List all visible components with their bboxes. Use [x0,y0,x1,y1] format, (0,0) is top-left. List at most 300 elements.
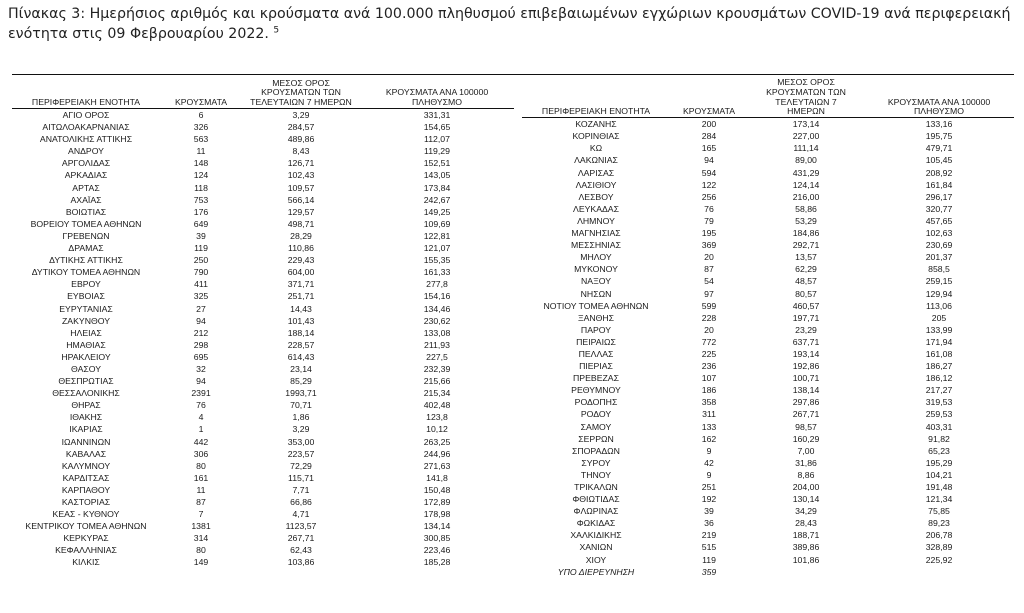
cases-cell: 599 [701,300,717,311]
table-row [12,266,514,278]
region-cell: ΑΝΔΡΟΥ [68,146,104,157]
per100k-cell: 206,78 [925,530,953,541]
per100k-cell: 195,29 [925,457,953,468]
table-row [12,254,514,266]
per100k-cell: 244,96 [423,448,451,459]
region-cell: ΣΑΜΟΥ [580,421,612,432]
per100k-cell: 858,5 [928,264,950,275]
table-row [12,556,514,568]
cases-cell: 54 [704,276,714,287]
cases-cell: 228 [701,312,717,323]
region-cell: ΡΕΘΥΜΝΟΥ [571,385,621,396]
cases-cell: 326 [193,122,209,133]
avg7-cell: 100,71 [792,373,820,384]
avg7-cell: 80,57 [795,288,817,299]
per100k-cell: 201,37 [925,252,953,263]
region-cell: ΚΕΝΤΡΙΚΟΥ ΤΟΜΕΑ ΑΘΗΝΩΝ [25,521,147,532]
table-row [12,508,514,520]
table-row [522,493,1014,505]
per100k-cell: 154,65 [423,122,451,133]
region-cell: ΜΗΛΟΥ [580,252,612,263]
per100k-cell: 161,33 [423,267,451,278]
per100k-cell: 320,77 [925,203,953,214]
cases-cell: 119 [194,243,208,254]
table-row [522,433,1014,445]
table-row [522,505,1014,517]
avg7-cell: 229,43 [287,255,315,266]
region-cell: ΚΑΣΤΟΡΙΑΣ [61,497,111,507]
region-cell: ΝΑΞΟΥ [581,276,611,287]
avg7-cell: 4,71 [292,509,310,520]
table-row [12,520,514,532]
avg7-cell: 34,29 [795,506,817,517]
avg7-cell: 184,86 [792,228,820,239]
per100k-cell: 403,31 [925,421,953,432]
region-cell: ΛΑΣΙΘΙΟΥ [575,179,617,190]
cases-cell: 314 [193,533,209,544]
cases-cell: 39 [196,230,206,241]
per100k-cell: 91,82 [928,433,950,444]
region-cell: ΚΟΖΑΝΗΣ [575,119,617,130]
avg7-cell: 3,29 [292,110,310,120]
avg7-cell: 126,71 [287,158,315,169]
region-cell: ΙΚΑΡΙΑΣ [69,424,103,435]
region-cell: ΛΕΥΚΑΔΑΣ [573,203,619,214]
per100k-cell: 141,8 [426,472,448,483]
avg7-cell: 101,43 [287,315,315,326]
table-row [522,239,1014,251]
region-cell: ΛΑΡΙΣΑΣ [577,167,615,178]
table-row [12,218,514,230]
header-row [522,78,1014,118]
avg7-cell: 23,14 [290,363,312,374]
per100k-cell: 105,45 [925,155,953,166]
per100k-cell: 152,51 [423,158,451,169]
cases-cell: 225 [701,348,717,359]
avg7-cell: 72,29 [290,460,312,471]
cases-cell: 97 [704,288,714,299]
cases-cell: 87 [196,497,206,507]
region-cell: ΤΡΙΚΑΛΩΝ [574,482,618,492]
avg7-cell: 70,71 [290,400,312,411]
avg7-cell: 389,86 [792,542,820,553]
avg7-cell: 498,71 [287,218,315,229]
cases-cell: 80 [196,460,206,471]
region-cell: ΣΥΡΟΥ [581,457,611,468]
region-cell: ΠΑΡΟΥ [580,324,612,335]
per100k-cell: 134,46 [423,303,451,314]
per100k-cell: 133,16 [925,119,953,130]
avg7-cell: 297,86 [792,397,820,408]
header-region: ΠΕΡΙΦΕΡΕΙΑΚΗ ΕΝΟΤΗΤΑ [522,78,670,118]
table-row [12,387,514,399]
per100k-cell: 230,69 [925,240,953,251]
per100k-cell: 143,05 [423,170,451,181]
avg7-cell: 58,86 [795,203,817,214]
table-row [522,372,1014,384]
region-cell: ΒΟΙΩΤΙΑΣ [65,206,107,217]
per100k-cell: 242,67 [423,194,451,205]
region-cell: ΦΘΙΩΤΙΔΑΣ [572,494,620,505]
table-row [522,408,1014,420]
table-row [12,121,514,133]
region-cell: ΛΕΣΒΟΥ [578,191,614,202]
per100k-cell: 134,14 [423,521,451,532]
region-cell: ΦΛΩΡΙΝΑΣ [573,506,619,517]
table-row [12,375,514,387]
per100k-cell: 232,39 [423,363,451,374]
per100k-cell: 122,81 [423,230,451,241]
avg7-cell: 460,57 [792,300,820,311]
table-row [12,206,514,218]
cases-cell: 42 [704,457,714,468]
cases-cell: 2391 [191,388,211,399]
region-cell: ΗΛΕΙΑΣ [70,327,102,338]
cases-cell: 39 [704,506,714,517]
table-row [522,336,1014,348]
per100k-cell: 217,27 [925,385,953,396]
cases-cell: 186 [701,385,717,396]
right-table-body [522,118,1014,578]
table-row [522,275,1014,287]
table-row [522,118,1014,131]
per100k-cell: 215,66 [423,376,451,387]
table-row [12,423,514,435]
table-row [522,324,1014,336]
avg7-cell: 216,00 [792,191,820,202]
table-row [522,203,1014,215]
region-cell: ΜΕΣΣΗΝΙΑΣ [571,240,621,251]
avg7-cell: 431,29 [792,167,820,178]
cases-cell: 1 [198,424,204,435]
region-cell: ΑΓΙΟ ΟΡΟΣ [62,110,110,120]
avg7-cell: 110,86 [288,243,314,254]
table-row [12,399,514,411]
per100k-cell: 195,75 [925,131,953,142]
avg7-cell: 353,00 [287,436,315,447]
header-cases: ΚΡΟΥΣΜΑΤΑ [160,78,242,109]
cases-cell: 563 [193,134,209,145]
table-caption [8,4,1016,44]
avg7-cell: 267,71 [792,409,820,420]
left-table-body [12,109,514,569]
avg7-cell: 284,57 [287,122,315,133]
cases-cell: 256 [701,191,717,202]
cases-cell: 118 [194,182,208,193]
table-row [12,169,514,181]
per100k-cell: 10,12 [426,424,448,435]
cases-cell: 195 [701,228,717,239]
cases-cell: 32 [196,363,206,374]
region-cell: ΓΡΕΒΕΝΩΝ [62,230,110,241]
cases-cell: 442 [193,436,209,447]
cases-cell: 76 [704,203,714,214]
cases-cell: 236 [701,361,717,372]
cases-cell: 20 [704,324,714,335]
cases-cell: 133 [701,421,717,432]
table-row [522,215,1014,227]
avg7-cell: 31,86 [795,457,817,468]
region-cell: ΣΕΡΡΩΝ [578,433,614,444]
per100k-cell: 215,34 [423,388,451,399]
avg7-cell: 138,14 [792,385,820,396]
table-row [522,396,1014,408]
per100k-cell: 133,08 [423,327,451,338]
avg7-cell: 173,14 [792,119,820,130]
per100k-cell: 75,85 [928,506,950,517]
table-row [522,312,1014,324]
per100k-cell: 173,84 [423,182,451,193]
per100k-cell: 328,89 [925,542,953,553]
cases-cell: 11 [196,484,206,495]
cases-cell: 94 [196,376,206,387]
avg7-cell [748,566,864,578]
per100k-cell: 225,92 [925,554,953,565]
cases-cell: 251 [701,482,717,492]
cases-cell: 94 [704,155,714,166]
per100k-cell: 171,94 [925,336,953,347]
region-cell: ΕΒΡΟΥ [71,279,101,290]
cases-cell: 80 [196,545,206,556]
per100k-cell: 109,69 [423,218,451,229]
header-cases: ΚΡΟΥΣΜΑΤΑ [670,78,748,118]
table-row [12,460,514,472]
avg7-cell: 1,86 [292,412,310,423]
avg7-cell: 1123,57 [285,521,317,532]
per100k-cell: 178,98 [423,509,451,520]
table-row [522,263,1014,275]
cases-cell: 4 [198,412,204,423]
cases-cell: 1381 [191,521,211,532]
cases-cell: 284 [701,131,717,142]
region-cell: ΑΧΑΪΑΣ [70,194,102,205]
avg7-cell: 160,29 [792,433,820,444]
cases-cell: 122 [701,179,717,190]
avg7-cell: 28,43 [795,518,817,529]
cases-cell: 76 [196,400,206,411]
per100k-cell: 271,63 [423,460,451,471]
region-cell: ΡΟΔΟΥ [580,409,612,420]
table-row [522,154,1014,166]
avg7-cell: 227,00 [792,131,820,142]
cases-cell: 148 [193,158,209,169]
table-row [12,351,514,363]
cases-cell: 11 [196,146,206,157]
avg7-cell: 371,71 [287,279,315,290]
region-cell: ΚΑΒΑΛΑΣ [65,448,107,459]
table-row [12,157,514,169]
per100k-cell: 296,17 [925,191,953,202]
per100k-cell: 223,46 [423,545,451,556]
table-row [522,384,1014,396]
avg7-cell: 129,57 [287,206,315,217]
table-row [12,182,514,194]
region-cell: ΦΩΚΙΔΑΣ [576,518,616,529]
table-row [12,496,514,508]
region-cell: ΧΑΝΙΩΝ [579,542,613,553]
region-cell: ΜΑΓΝΗΣΙΑΣ [571,228,621,239]
region-cell: ΚΩ [589,143,603,154]
avg7-cell: 223,57 [287,448,315,459]
region-cell: ΚΙΛΚΙΣ [72,557,100,568]
table-row [12,242,514,254]
cases-cell: 79 [704,215,714,226]
region-cell: ΘΕΣΠΡΩΤΙΑΣ [58,376,114,387]
avg7-cell: 292,71 [792,240,820,251]
table-row [522,541,1014,553]
cases-cell: 107 [701,373,717,384]
cases-cell: 94 [196,315,206,326]
region-cell: ΘΕΣΣΑΛΟΝΙΚΗΣ [52,388,120,399]
per100k-cell: 227,5 [426,351,448,362]
per100k-cell: 300,85 [423,533,451,544]
region-cell: ΑΝΑΤΟΛΙΚΗΣ ΑΤΤΙΚΗΣ [39,134,133,145]
per100k-cell: 150,48 [423,484,451,495]
caption-text: Πίνακας 3: Ημερήσιος αριθμός και κρούσματα ανά 100.000 πληθυσμού επιβεβαιωμένων εγχώριων κρουσμάτων COVID-19 ανά περιφερειακή ενότητα στις 09 Φεβρουαρίου 2022. [8,6,1011,42]
per100k-cell: 259,53 [925,409,953,420]
region-cell: ΖΑΚΥΝΘΟΥ [62,315,110,326]
region-cell: ΧΙΟΥ [585,554,607,565]
table-row [522,421,1014,433]
table-row [522,167,1014,179]
avg7-cell: 101,86 [792,554,820,565]
per100k-cell: 102,63 [925,228,953,239]
table-row [12,315,514,327]
avg7-cell: 28,29 [290,230,312,241]
table-row [12,339,514,351]
region-cell: ΙΘΑΚΗΣ [69,412,103,423]
per100k-cell: 277,8 [426,279,448,290]
avg7-cell: 489,86 [287,134,315,145]
table-row [12,448,514,460]
table-row [522,227,1014,239]
avg7-cell: 103,86 [287,557,315,568]
table-row [12,363,514,375]
per100k-cell: 331,31 [423,110,451,120]
cases-cell: 27 [196,303,206,314]
per100k-cell: 319,53 [925,397,953,408]
per100k-cell: 186,27 [925,361,953,372]
left-table [12,78,514,569]
region-cell: ΔΡΑΜΑΣ [68,243,104,254]
header-row [12,78,514,109]
cases-cell: 9 [706,445,712,456]
per100k-cell: 155,35 [423,255,451,266]
per100k-cell: 263,25 [423,436,451,447]
cases-cell: 87 [704,264,714,275]
cases-cell: 325 [193,291,209,302]
table-row [522,191,1014,203]
region-cell: ΝΗΣΩΝ [580,288,612,299]
cases-cell: 311 [702,409,716,420]
avg7-cell: 48,57 [795,276,817,287]
avg7-cell: 102,43 [287,170,315,181]
table-row [12,484,514,496]
avg7-cell: 109,57 [287,182,315,193]
cases-cell: 165 [701,143,717,154]
table-row [12,194,514,206]
avg7-cell: 192,86 [792,361,820,372]
table-row [522,481,1014,493]
per100k-cell [864,566,1014,578]
table-row [12,133,514,145]
cases-cell: 411 [194,279,208,290]
per100k-cell: 205 [931,312,947,323]
region-cell: ΧΑΛΚΙΔΙΚΗΣ [570,530,622,541]
per100k-cell: 172,89 [423,497,451,507]
cases-cell: 20 [704,252,714,263]
avg7-cell: 604,00 [287,267,315,278]
region-cell: ΚΑΛΥΜΝΟΥ [61,460,111,471]
per100k-cell: 119,29 [424,146,450,157]
per100k-cell: 121,07 [423,243,451,254]
per100k-cell: 230,62 [423,315,451,326]
table-row [522,457,1014,469]
cases-cell: 250 [193,255,209,266]
table-row [12,303,514,315]
region-cell: ΗΜΑΘΙΑΣ [66,339,106,350]
region-cell: ΑΡΚΑΔΙΑΣ [64,170,108,181]
avg7-cell: 62,29 [795,264,817,275]
table-row [522,517,1014,529]
per100k-cell: 149,25 [423,206,451,217]
table-row [522,529,1014,541]
cases-cell: 124 [193,170,209,181]
per100k-cell: 121,34 [925,494,953,505]
region-cell: ΚΕΡΚΥΡΑΣ [63,533,109,544]
table-row [12,436,514,448]
header-region: ΠΕΡΙΦΕΡΕΙΑΚΗ ΕΝΟΤΗΤΑ [12,78,160,109]
avg7-cell: 53,29 [795,215,817,226]
cases-cell: 369 [701,240,717,251]
header-avg7: ΜΕΣΟΣ ΟΡΟΣ ΚΡΟΥΣΜΑΤΩΝ ΤΩΝ ΤΕΛΕΥΤΑΙΩΝ 7 ΗΜΕΡΩΝ [242,78,360,109]
header-avg7: ΜΕΣΟΣ ΟΡΟΣ ΚΡΟΥΣΜΑΤΩΝ ΤΩΝ ΤΕΛΕΥΤΑΙΩΝ 7 ΗΜΕΡΩΝ [748,78,864,118]
table-row [522,130,1014,142]
avg7-cell: 3,29 [292,424,310,435]
avg7-cell: 7,00 [797,445,815,456]
cases-cell: 200 [701,119,717,130]
region-cell: ΘΑΣΟΥ [70,363,102,374]
cases-cell: 298 [193,339,209,350]
avg7-cell: 115,71 [288,472,314,483]
region-cell: ΚΑΡΔΙΤΣΑΣ [62,472,110,483]
header-per100k: ΚΡΟΥΣΜΑΤΑ ΑΝΑ 100000 ΠΛΗΘΥΣΜΟ [864,78,1014,118]
region-cell: ΠΕΛΛΑΣ [578,348,614,359]
region-cell: ΠΙΕΡΙΑΣ [579,361,613,372]
table-row [12,109,514,122]
region-cell: ΚΟΡΙΝΘΙΑΣ [572,131,620,142]
region-cell: ΥΠΟ ΔΙΕΡΕΥΝΗΣΗ [557,566,635,577]
per100k-cell: 208,92 [925,167,953,178]
region-cell: ΔΥΤΙΚΗΣ ΑΤΤΙΚΗΣ [49,255,123,266]
region-cell: ΘΗΡΑΣ [71,400,101,411]
region-cell: ΠΡΕΒΕΖΑΣ [573,373,619,384]
footnote-marker: 5 [273,25,280,36]
per100k-cell: 154,16 [423,291,451,302]
avg7-cell: 130,14 [792,494,820,505]
region-cell: ΑΡΓΟΛΙΔΑΣ [61,158,111,169]
avg7-cell: 85,29 [290,376,312,387]
avg7-cell: 66,86 [290,497,312,507]
per100k-cell: 161,84 [925,179,953,190]
cases-cell: 790 [193,267,209,278]
avg7-cell: 228,57 [287,339,315,350]
table-row [522,300,1014,312]
cases-cell: 192 [701,494,717,505]
region-cell: ΑΙΤΩΛΟΑΚΑΡΝΑΝΙΑΣ [42,122,130,133]
cases-cell: 212 [193,327,209,338]
per100k-cell: 123,8 [426,412,448,423]
